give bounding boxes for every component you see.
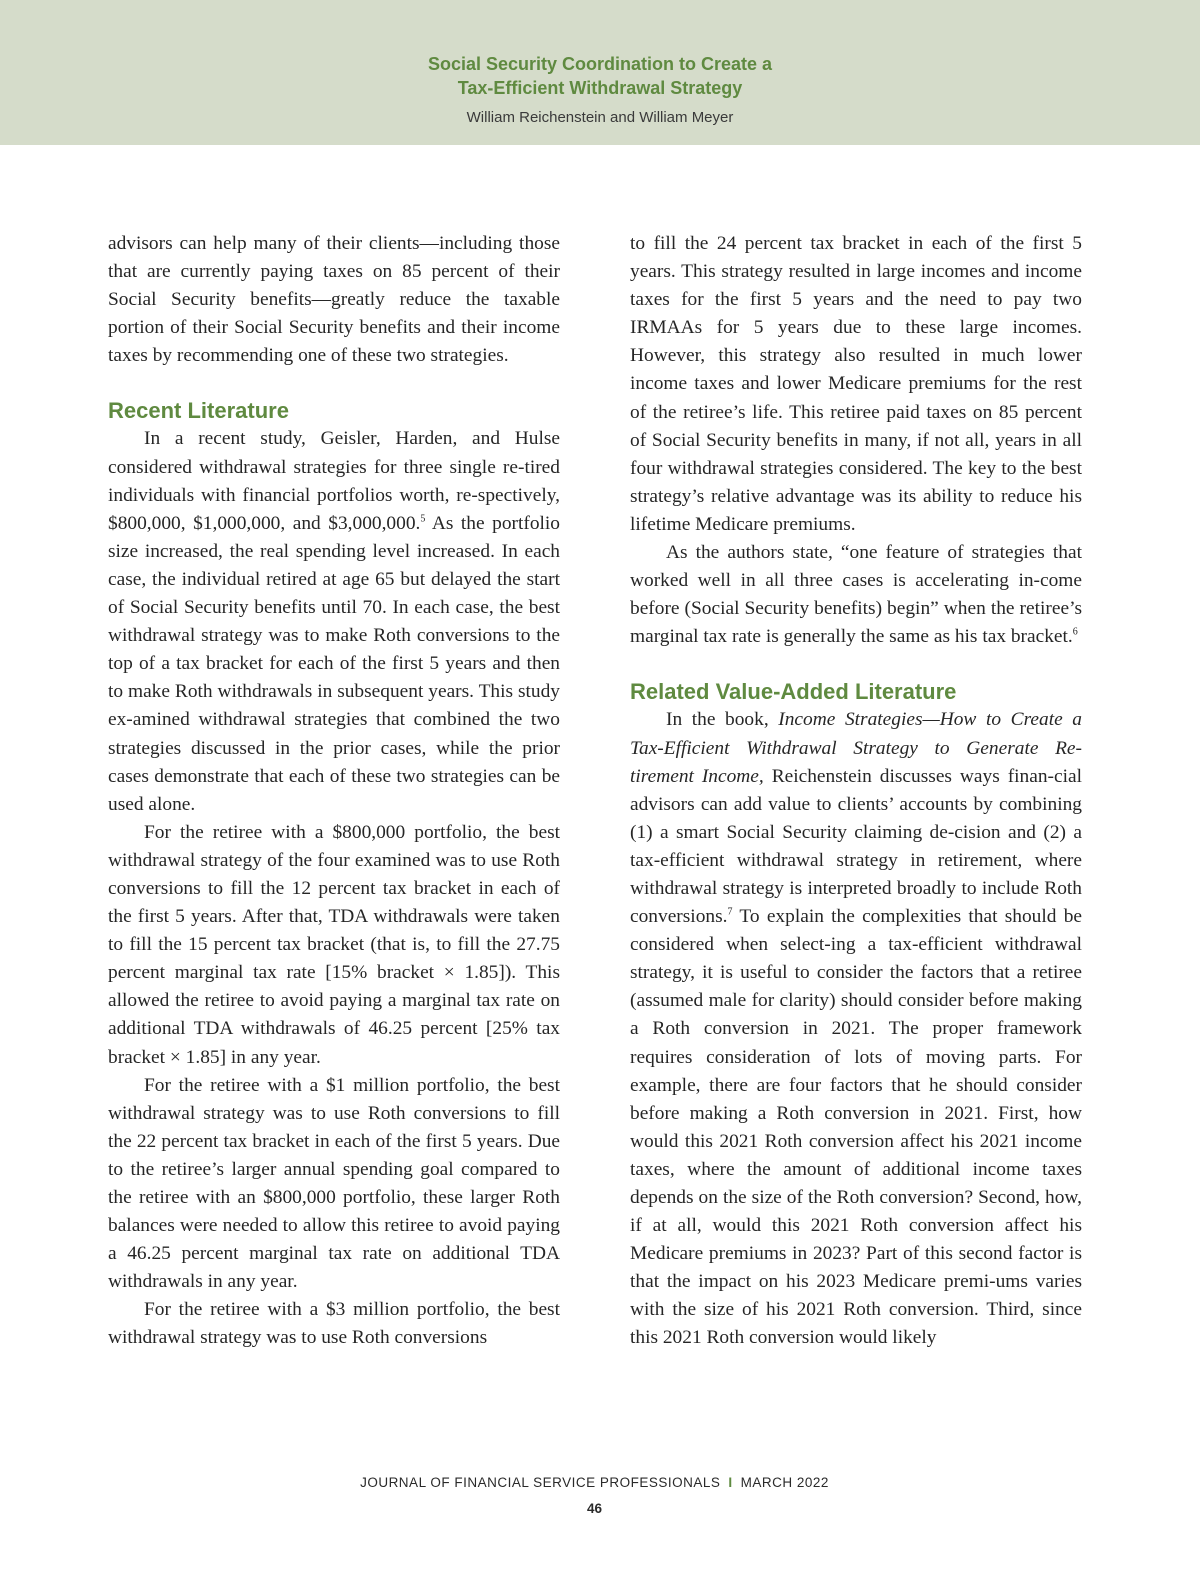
p5-end: To explain the complexities that should be considered when select-ing a tax-efficient withdrawal strategy, it is useful to consider the factors that a retiree (assumed male for clarity) should consider before making a Roth conversion in 2021. The proper framework requires consideration of lots of moving parts. For example, there are four factors that he should consider before making a Roth conversion in 2021. First, how would this 2021 Roth conversion affect his 2021 income taxes, where the amount of additional income taxes depends on the size of the Roth conversion? Second, how, if at all, would this 2021 Roth conversion affect his Medicare premiums in 2023? Part of this second factor is that the impact on his 2023 Medicare premi-ums varies with the size of his 2021 Roth conversion. Third, since this 2021 Roth conversion would likely [630, 906, 1082, 1349]
p1-text: In a recent study, Geisler, Harden, and Hulse considered withdrawal strategies for three single re-tired individuals with financial portfolios worth, re-spectively, $800,000, $1,000,000, and $3,000,000. [108, 428, 560, 534]
left-column [108, 230, 560, 1353]
p5-start: In the book, [666, 709, 769, 731]
recent-literature-paragraph-1 [108, 425, 560, 818]
article-authors: William Reichenstein and William Meyer [466, 109, 734, 126]
recent-literature-paragraph-4: For the retiree with a $3 million portfolio, the best withdrawal strategy was to use Roth conversions [108, 1299, 560, 1349]
related-literature-paragraph [630, 706, 1082, 1352]
footnote-ref-6: 6 [1072, 626, 1078, 638]
issue-date: MARCH 2022 [740, 1475, 829, 1490]
footer-separator: I [728, 1475, 733, 1490]
right-intro-paragraph: to fill the 24 percent tax bracket in each of the first 5 years. This strategy resulted in large incomes and income taxes for the first 5 years and the need to pay two IRMAAs for 5 years due to these large incomes. However, this strategy also resulted in much lower income taxes and lower Medicare premiums for the rest of the retiree’s life. This retiree paid taxes on 85 percent of Social Security benefits in many, if not all, years in all four withdrawal strategies considered. The key to the best strategy’s relative advantage was its ability to reduce his lifetime Medicare premiums. [630, 233, 1082, 535]
section-title-related-literature: Related Value-Added Literature [630, 679, 957, 705]
p1-rest: As the portfolio size increased, the real spending level increased. In each case, the individual retired at age 65 but delayed the start of Social Security benefits until 70. In each case, the best withdrawal strategy was to make Roth conversions to the top of a tax bracket for each of the first 5 years and then to make Roth withdrawals in subsequent years. This study ex-amined withdrawal strategies that combined the two strategies discussed in the prior cases, while the prior cases demonstrate that each of these two strategies can be used alone. [108, 512, 560, 815]
right-column [630, 230, 1082, 1353]
recent-literature-paragraph-2: For the retiree with a $800,000 portfolio, the best withdrawal strategy of the four examined was to use Roth conversions to fill the 12 percent tax bracket in each of the first 5 years. After that, TDA withdrawals were taken to fill the 15 percent tax bracket (that is, to fill the 27.75 percent marginal tax rate [15% bracket × 1.85]). This allowed the retiree to avoid paying a marginal tax rate on additional TDA withdrawals of 46.25 percent [25% tax bracket × 1.85] in any year. [108, 821, 560, 1068]
footer-journal-line [0, 1474, 1189, 1492]
article-title-line-1: Social Security Coordination to Create a [427, 54, 773, 74]
footnote-ref-7: 7 [727, 906, 733, 918]
book-title: Income Strategies—How to Create a Tax-Efficient Withdrawal Strategy to Generate Re-tirement Income, [630, 709, 1082, 787]
p5-mid: Reichenstein discusses ways finan-cial advisors can add value to clients’ accounts by combining (1) a smart Social Security claiming de-cision and (2) a tax-efficient withdrawal strategy in retirement, where withdrawal strategy is interpreted broadly to include Roth conversions. [630, 765, 1082, 928]
left-intro-paragraph: advisors can help many of their clients—including those that are currently paying taxes on 85 percent of their Social Security benefits—greatly reduce the taxable portion of their Social Security benefits and their income taxes by recommending one of these two strategies. [108, 233, 560, 367]
section-title-recent-literature: Recent Literature [108, 398, 289, 424]
journal-name: JOURNAL OF FINANCIAL SERVICE PROFESSIONALS [360, 1475, 721, 1490]
authors-quote-paragraph [630, 539, 1082, 651]
article-title-line-2: Tax-Efficient Withdrawal Strategy [457, 78, 743, 98]
quote-text: As the authors state, “one feature of strategies that worked well in all three cases is accelerating in-come before (Social Security benefits) begin” when the retiree’s marginal tax rate is generally the same as his tax bracket. [630, 542, 1082, 648]
page-number: 46 [586, 1501, 603, 1516]
recent-literature-paragraph-3: For the retiree with a $1 million portfolio, the best withdrawal strategy was to use Roth conversions to fill the 22 percent tax bracket in each of the first 5 years. Due to the retiree’s larger annual spending goal compared to the retiree with an $800,000 portfolio, these larger Roth balances were needed to allow this retiree to avoid paying a 46.25 percent marginal tax rate on additional TDA withdrawals in any year. [108, 1074, 560, 1293]
footnote-ref-5: 5 [420, 513, 426, 525]
